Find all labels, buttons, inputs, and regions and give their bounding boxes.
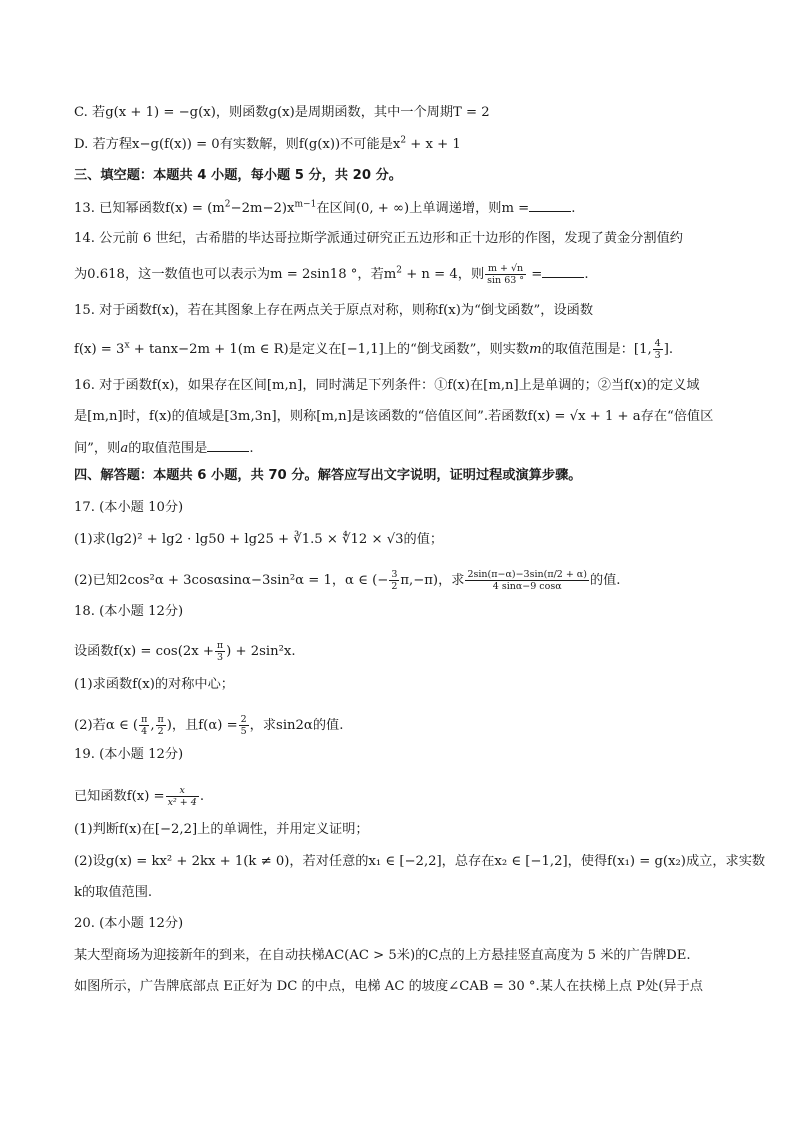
answer-blank: [529, 199, 571, 212]
question-15-line2: $f(x) = 3^x + \tan x-2m + 1(m$ ∈ R)是定义在[−1,1]上的“倒戈函数”，则实数m的取值范围是：[1, $\frac{4}{3}$ ].: [74, 338, 674, 361]
question-18-stem: 设函数f(x) = cos(2x + $\frac{\pi}{3}$ ) + 2sin²x.: [74, 640, 296, 663]
option-c: C. 若g(x + 1) = −g(x)，则函数g(x)是周期函数，其中一个周期T = 2: [74, 105, 490, 120]
answer-blank: [542, 265, 584, 278]
question-18-heading: 18. (本小题 12分): [74, 604, 184, 619]
fraction: $\frac{\pi}{3}$: [216, 640, 224, 663]
answer-blank: [207, 439, 249, 452]
question-15-line1: 15. 对于函数f(x)，若在其图象上存在两点关于原点对称，则称f(x)为“倒戈函数”，设函数: [74, 303, 594, 318]
option-d: D. 若方程x−g(f(x)) = 0有实数解，则f(g(x))不可能是$x^2 + x + 1$: [74, 135, 461, 152]
fraction: $\frac{x}{\text{x² + 4}}$: [167, 785, 197, 808]
question-18-part2: (2)若α ∈ ( $\frac{\pi}{4}$ , $\frac{\pi}{2}$ )，且f(α) = $\frac{2}{5}$ ，求sin2α的值.: [74, 714, 344, 737]
fraction: $\frac{\pi}{2}$: [157, 714, 164, 737]
question-19-part1: (1)判断f(x)在[−2,2]上的单调性，并用定义证明；: [74, 822, 369, 837]
question-18-part1: (1)求函数f(x)的对称中心；: [74, 677, 234, 692]
question-16-line3: 间”，则a的取值范围是 .: [74, 441, 254, 456]
question-19-part2: (2)设g(x) = kx² + 2kx + 1(k ≠ 0)，若对任意的x₁ ∈ [−2,2]，总存在x₂ ∈ [−1,2]，使得f(x₁) = g(x₂)成立，求实数: [74, 854, 766, 869]
fraction: $\frac{2}{5}$: [240, 714, 247, 737]
question-13: 13. 已知幂函数$f(x) = (m^2-2m-2)x^{m-1}$在区间(0, + ∞)上单调递增，则m = .: [74, 199, 576, 216]
question-14-line1: 14. 公元前 6 世纪，古希腊的毕达哥拉斯学派通过研究正五边形和正十边形的作图，发现了黄金分割值约: [74, 231, 683, 246]
question-20-line1: 某大型商场为迎接新年的到来，在自动扶梯AC(AC > 5米)的C点的上方悬挂竖直高度为 5 米的广告牌DE.: [74, 948, 691, 963]
question-19-stem: 已知函数f(x) = $\frac{x}{\text{x² + 4}}$ .: [74, 785, 205, 808]
question-19-part2-cont: k的取值范围.: [74, 885, 153, 900]
fraction: $\frac{4}{3}$: [654, 338, 661, 361]
question-17-part1: (1)求(lg2)² + lg2 · lg50 + lg25 + ∛1.5 × ∜12 × √3的值；: [74, 532, 444, 547]
question-16-line2: 是[m,n]时，f(x)的值域是[3m,3n]，则称[m,n]是该函数的“倍值区间”.若函数f(x) = √x + 1 + a存在“倍值区: [74, 409, 714, 424]
section-3-heading: 三、填空题：本题共 4 小题，每小题 5 分，共 20 分。: [74, 168, 402, 183]
question-16-line1: 16. 对于函数f(x)，如果存在区间[m,n]，同时满足下列条件：①f(x)在[m,n]上是单调的；②当f(x)的定义域: [74, 378, 700, 393]
section-4-heading: 四、解答题：本题共 6 小题，共 70 分。解答应写出文字说明，证明过程或演算步骤。: [74, 468, 582, 483]
question-17-part2: (2)已知2cos²α + 3cosαsinα−3sin²α = 1，α ∈ (− $\frac{3}{2}$ π,−π)，求 $\frac{2\sin(\pi-\alpha)-3\sin(\pi/2 + \alpha)}{4 \sin\alpha-9 \cos\alpha}$ 的值.: [74, 569, 621, 592]
question-20-line2: 如图所示，广告牌底部点 E正好为 DC 的中点，电梯 AC 的坡度∠CAB = 30 °.某人在扶梯上点 P处(异于点: [74, 979, 703, 994]
question-14-line2: 为0.618，这一数值也可以表示为m = 2sin18 °，若$m^2 + n = 4$，则 $\frac{m + √n}{\sin 63 ^\circ}$ = .: [74, 263, 589, 286]
fraction: $\frac{2\sin(\pi-\alpha)-3\sin(\pi/2 + \alpha)}{4 \sin\alpha-9 \cos\alpha}$: [467, 569, 587, 592]
fraction: $\frac{m + √n}{\sin 63 ^\circ}$: [487, 263, 525, 286]
fraction: $\frac{\pi}{4}$: [141, 714, 148, 737]
question-17-heading: 17. (本小题 10分): [74, 500, 184, 515]
question-19-heading: 19. (本小题 12分): [74, 747, 184, 762]
question-20-heading: 20. (本小题 12分): [74, 916, 184, 931]
fraction: $\frac{3}{2}$: [391, 569, 398, 592]
